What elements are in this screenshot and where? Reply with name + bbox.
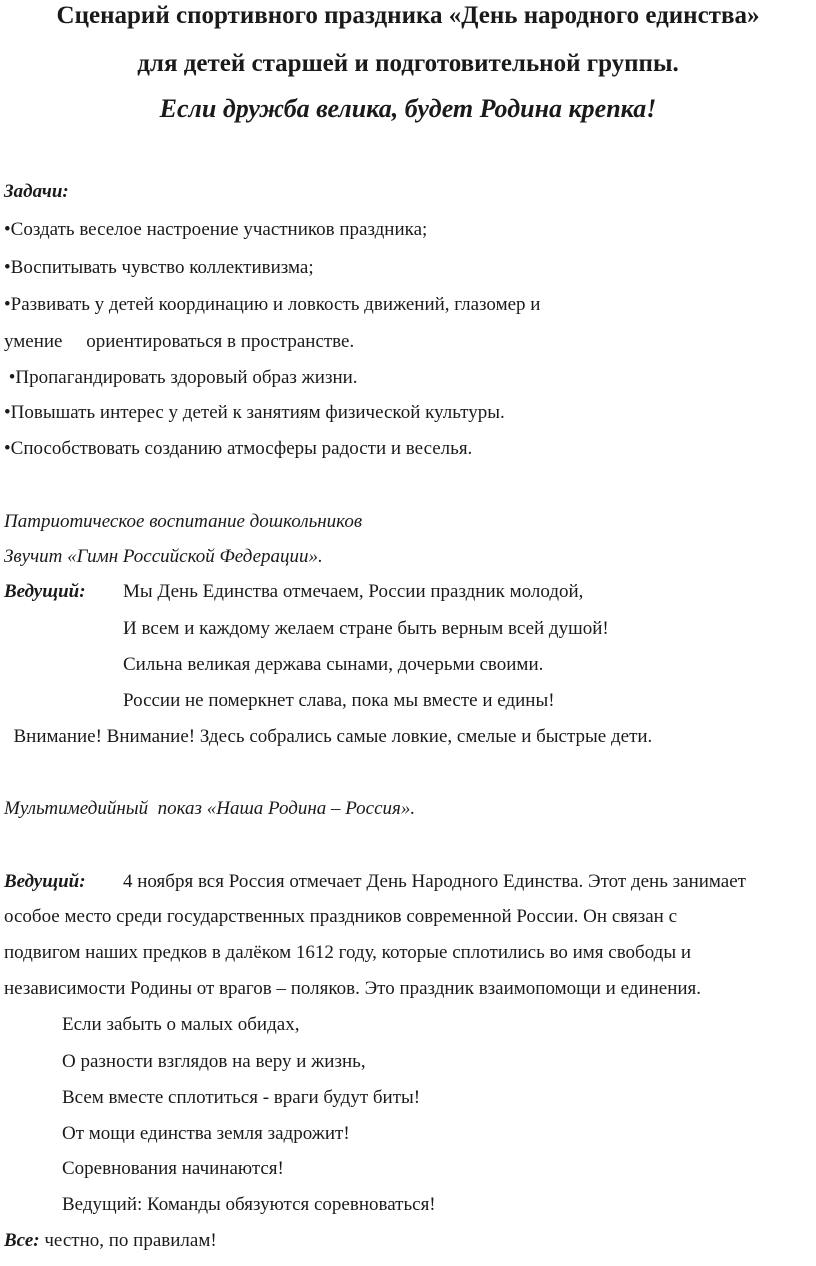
- document-title-line-1: Сценарий спортивного праздника «День народного единства»: [56, 2, 760, 29]
- task-item: •Создать веселое настроение участников праздника;: [4, 219, 428, 240]
- task-item: •Пропагандировать здоровый образ жизни.: [4, 367, 358, 388]
- verse-line: Сильна великая держава сынами, дочерьми своими.: [123, 654, 544, 675]
- verse-line: Если забыть о малых обидах,: [62, 1014, 300, 1035]
- verse-line: Ведущий: Команды обязуются соревноваться!: [62, 1194, 436, 1215]
- verse-line: И всем и каждому желаем стране быть верным всей душой!: [123, 618, 609, 639]
- verse-line: Соревнования начинаются!: [62, 1158, 284, 1179]
- chorus-line: [4, 1229, 217, 1253]
- task-item: •Способствовать созданию атмосферы радости и веселья.: [4, 438, 473, 459]
- task-item: •Воспитывать чувство коллективизма;: [4, 257, 314, 278]
- speaker-label: Ведущий:: [4, 581, 86, 602]
- task-item: •Повышать интерес у детей к занятиям физической культуры.: [4, 402, 505, 423]
- verse-line: От мощи единства земля задрожит!: [62, 1123, 350, 1144]
- paragraph-line: независимости Родины от врагов – поляков. Это праздник взаимопомощи и единения.: [4, 978, 702, 999]
- chorus-text: честно, по правилам!: [39, 1230, 217, 1251]
- task-item-continuation: умение ориентироваться в пространстве.: [4, 331, 355, 352]
- stage-note: Патриотическое воспитание дошкольников: [4, 511, 363, 532]
- paragraph-line: 4 ноября вся Россия отмечает День Народного Единства. Этот день занимает: [123, 871, 746, 892]
- announcement: Внимание! Внимание! Здесь собрались самые ловкие, смелые и быстрые дети.: [4, 726, 653, 747]
- task-item: •Развивать у детей координацию и ловкость движений, глазомер и: [4, 294, 541, 315]
- document-motto: Если дружба велика, будет Родина крепка!: [159, 94, 657, 123]
- paragraph-line: особое место среди государственных праздников современной России. Он связан с: [4, 906, 678, 927]
- tasks-heading: Задачи:: [4, 181, 69, 202]
- stage-note: Мультимедийный показ «Наша Родина – Россия».: [4, 798, 416, 819]
- document-title-line-2: для детей старшей и подготовительной группы.: [137, 50, 679, 77]
- stage-note: Звучит «Гимн Российской Федерации».: [4, 546, 323, 567]
- speaker-label: Все:: [4, 1230, 40, 1251]
- verse-line: О разности взглядов на веру и жизнь,: [62, 1051, 366, 1072]
- verse-line: России не померкнет слава, пока мы вместе и едины!: [123, 690, 555, 711]
- speaker-label: Ведущий:: [4, 871, 86, 892]
- paragraph-line: подвигом наших предков в далёком 1612 году, которые сплотились во имя свободы и: [4, 942, 692, 963]
- verse-line: Всем вместе сплотиться - враги будут биты!: [62, 1087, 421, 1108]
- verse-line: Мы День Единства отмечаем, России праздник молодой,: [123, 581, 584, 602]
